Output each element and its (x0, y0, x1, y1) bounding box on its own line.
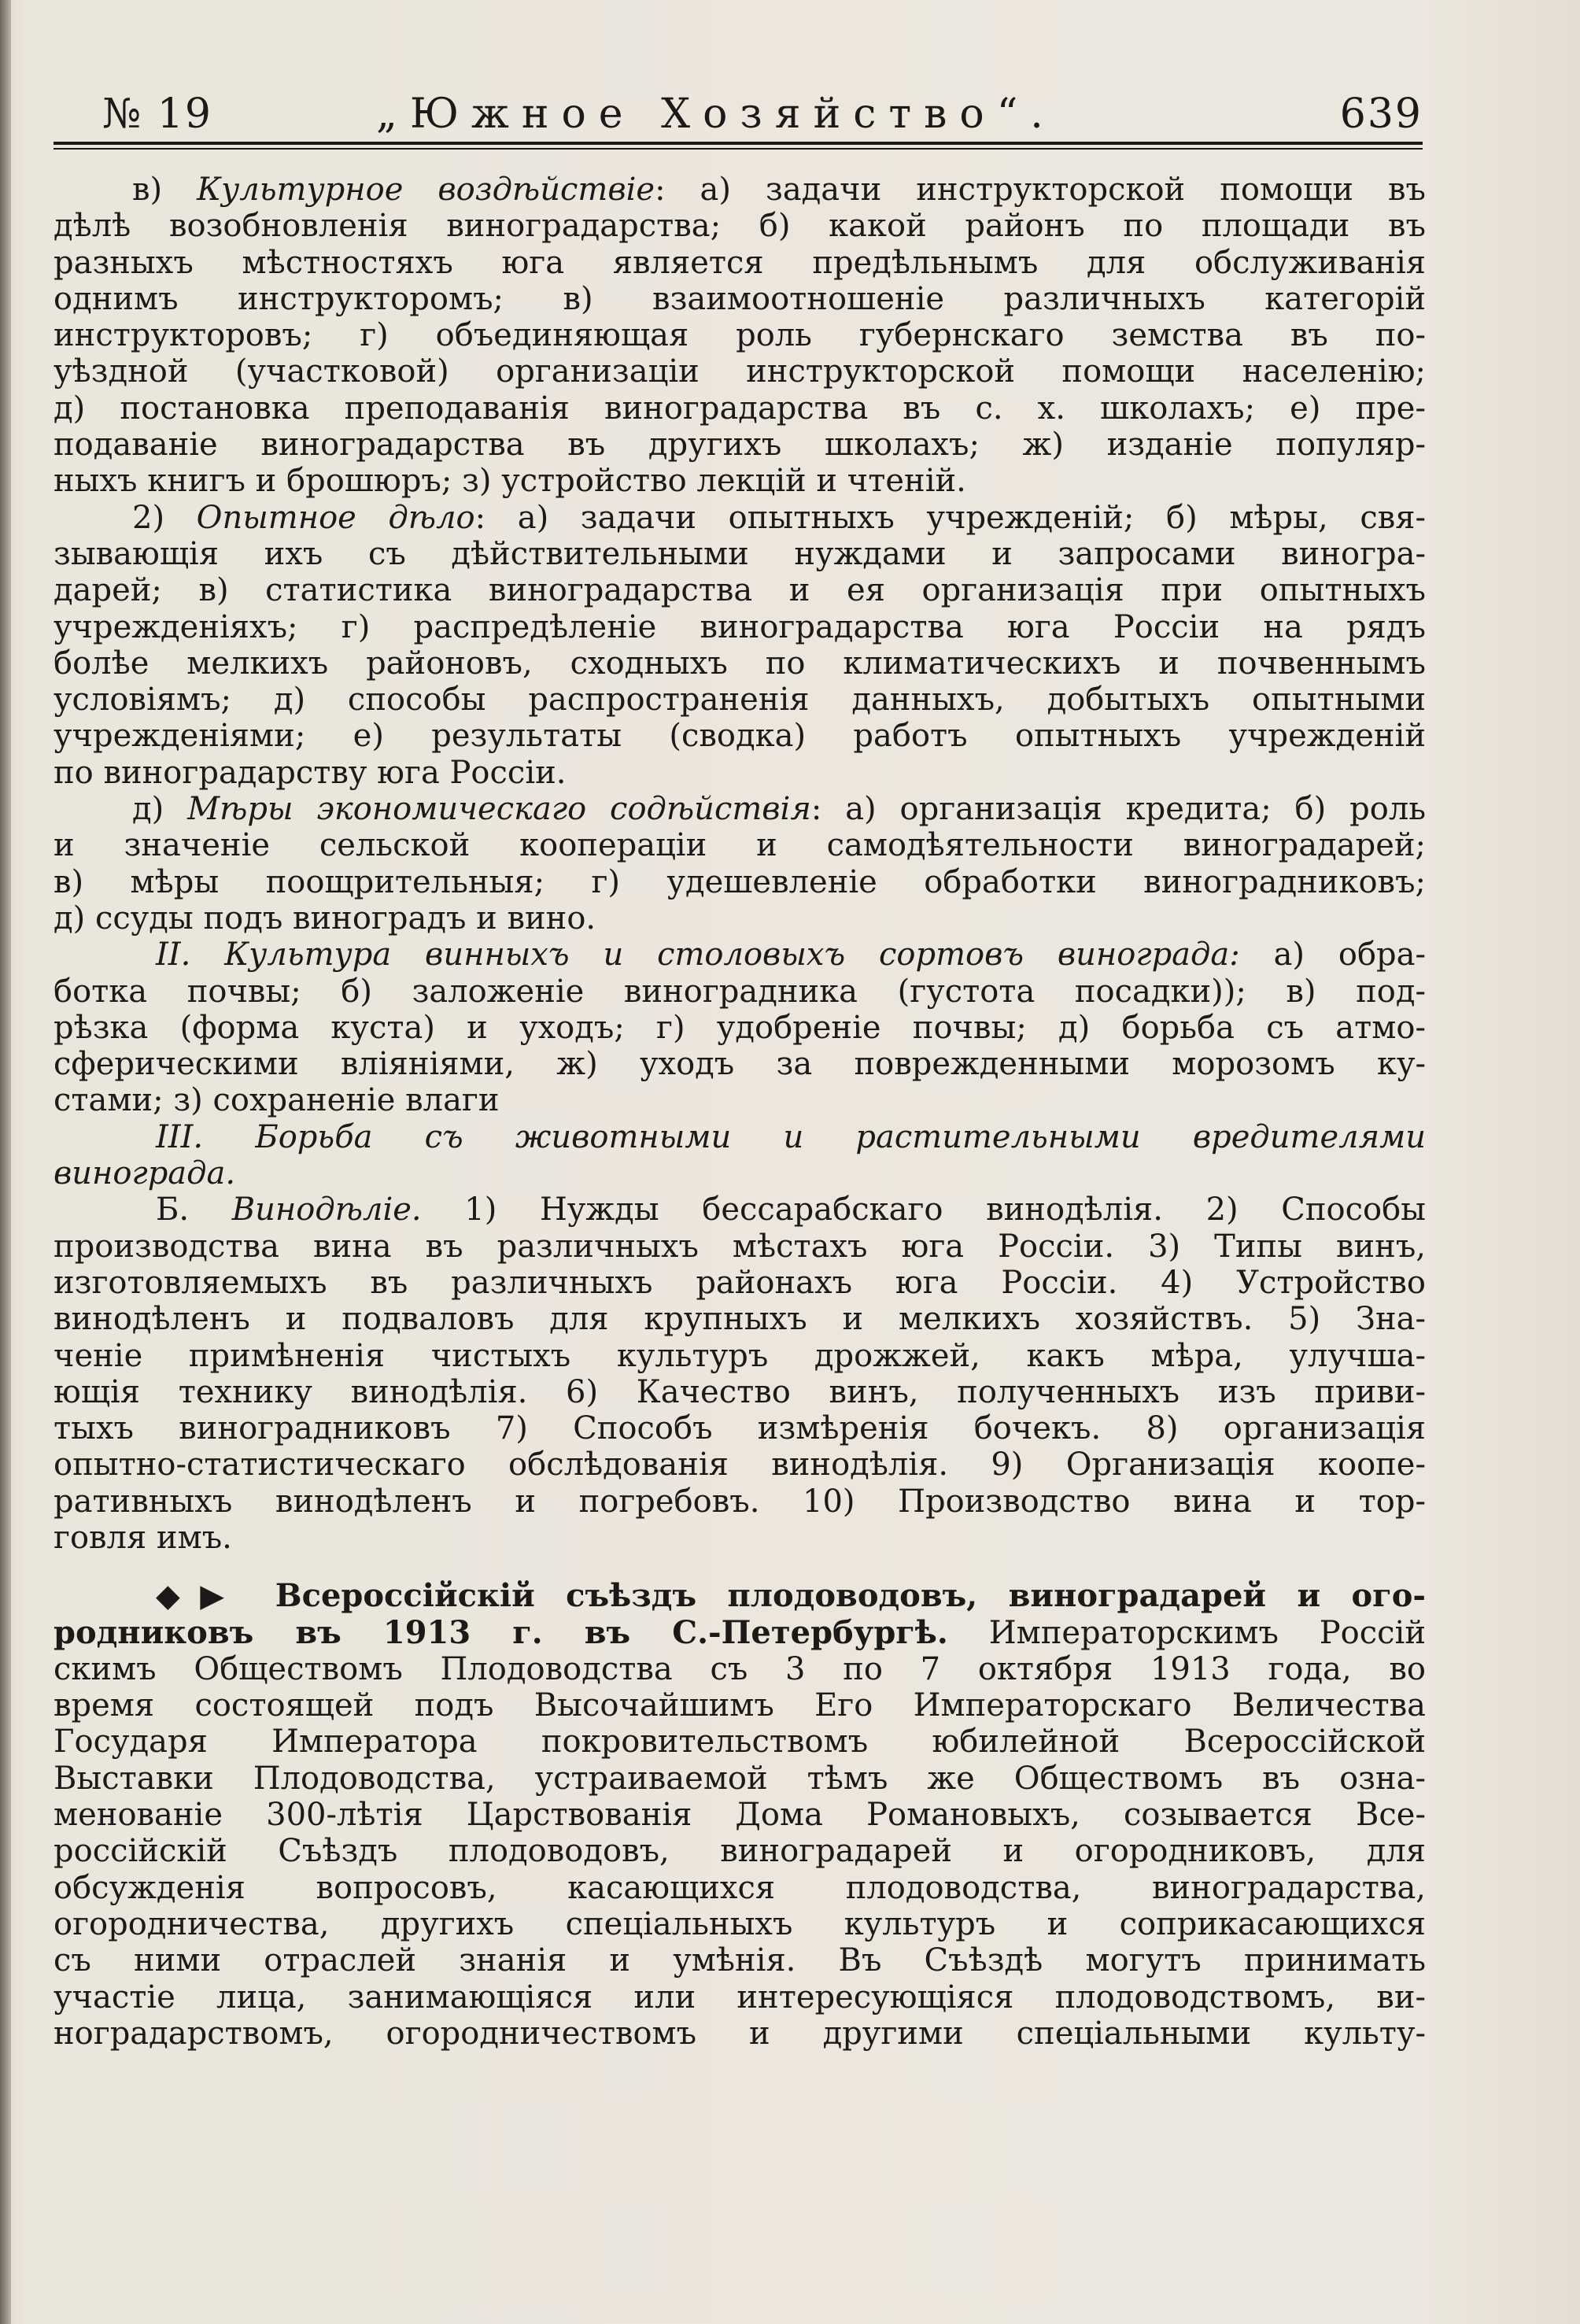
paragraph-line: в) мѣры поощрительныя; г) удешевленіе обработки виноградниковъ; (54, 863, 1426, 900)
paragraph-line: однимъ инструкторомъ; в) взаимоотношеніе различныхъ категорій (54, 280, 1426, 317)
paragraph-line: менованіе 300-лѣтія Царствованія Дома Романовыхъ, созывается Все- (54, 1797, 1426, 1834)
paragraph-line: ченіе примѣненія чистыхъ культуръ дрожжей, какъ мѣра, улучша- (54, 1337, 1426, 1374)
running-header (54, 87, 1423, 142)
paragraph-line: изготовляемыхъ въ различныхъ районахъ юга Россіи. 4) Устройство (54, 1264, 1426, 1301)
section-heading: Винодѣліе. (231, 1192, 422, 1229)
item-label: 2) (132, 499, 165, 536)
paragraph-line: ноградарствомъ, огородничествомъ и другими спеціальными культу- (54, 2015, 1426, 2052)
page-number: 639 (1339, 91, 1423, 138)
bullet-icon: ◆▶ (156, 1578, 245, 1615)
section-heading: Культура винныхъ и столовыхъ сортовъ винограда: (224, 937, 1240, 974)
line-text: : а) задачи опытныхъ учрежденій; б) мѣры, свя- (474, 499, 1426, 536)
paragraph-line: огородничества, другихъ спеціальныхъ культуръ и соприкасающихся (54, 1905, 1426, 1942)
paragraph-line: тыхъ виноградниковъ 7) Способъ измѣренія бочекъ. 8) организація (54, 1410, 1426, 1447)
section-heading: Опытное дѣло (196, 499, 475, 536)
paragraph-line: дарей; в) статистика виноградарства и ея организація при опытныхъ (54, 572, 1426, 609)
paragraph-line (54, 937, 1426, 973)
paragraph-line: уѣздной (участковой) организаціи инструкторской помощи населенію; (54, 353, 1426, 390)
paragraph-line (54, 1192, 1426, 1228)
paragraph-line: разныхъ мѣстностяхъ юга является предѣльнымъ для обслуживанія (54, 244, 1426, 281)
paragraph-line: ративныхъ винодѣленъ и погребовъ. 10) Производство вина и тор- (54, 1483, 1426, 1520)
line-text: 1) Нужды бессарабскаго винодѣлія. 2) Способы (421, 1192, 1426, 1229)
item-label: Б. (156, 1192, 190, 1229)
section-gap (54, 1556, 1426, 1578)
header-rule-thick (54, 142, 1423, 145)
news-congress-announcement (54, 1578, 1426, 2052)
paragraph-line (54, 1119, 1426, 1155)
section-cultural-influence (54, 172, 1426, 500)
issue-number: № 19 (102, 91, 212, 138)
paragraph-line: производства вина въ различныхъ мѣстахъ юга Россіи. 3) Типы винъ, (54, 1228, 1426, 1265)
article-body (54, 172, 1426, 2052)
section-winemaking (54, 1192, 1426, 1556)
paragraph-line: д) постановка преподаванія виноградарства въ с. х. школахъ; е) пре- (54, 390, 1426, 427)
paragraph-line: обсужденія вопросовъ, касающихся плодоводства, виноградарства, (54, 1869, 1426, 1906)
paragraph-line: ботка почвы; б) заложеніе виноградника (густота посадки)); в) под- (54, 973, 1426, 1010)
item-label: III. (156, 1118, 204, 1155)
line-text: а) обра- (1239, 937, 1426, 974)
paragraph-line: сферическими вліяніями, ж) уходъ за поврежденными морозомъ ку- (54, 1046, 1426, 1083)
paragraph-line: опытно-статистическаго обслѣдованія винодѣлія. 9) Организація коопе- (54, 1446, 1426, 1483)
paragraph-line: говля имъ. (54, 1519, 232, 1556)
paragraph-line: зывающія ихъ съ дѣйствительными нуждами и запросами виногра- (54, 535, 1426, 572)
paragraph-line: болѣе мелкихъ районовъ, сходныхъ по климатическихъ и почвеннымъ (54, 645, 1426, 682)
paragraph-line: и значеніе сельской коопераціи и самодѣятельности виноградарей; (54, 827, 1426, 864)
journal-title: „Южное Хозяйство“. (376, 91, 1056, 138)
paragraph-line: россійскій Съѣздъ плодоводовъ, виноградарей и огородниковъ, для (54, 1833, 1426, 1870)
section-economic-assistance (54, 791, 1426, 937)
paragraph-line: стами; з) сохраненіе влаги (54, 1082, 500, 1119)
paragraph-line: подаваніе виноградарства въ другихъ школахъ; ж) изданіе популяр- (54, 427, 1426, 464)
paragraph-line: по виноградарству юга Россіи. (54, 754, 567, 791)
book-spine-shadow (0, 0, 11, 2324)
news-heading: Всероссійскій съѣздъ плодоводовъ, виноградарей и ого- (275, 1578, 1426, 1615)
paragraph-line: учрежденіяхъ; г) распредѣленіе виноградарства юга Россіи на рядъ (54, 608, 1426, 645)
section-heading: Мѣры экономическаго содѣйствія (187, 791, 811, 828)
paragraph-line: участіе лица, занимающіяся или интересующіяся плодоводствомъ, ви- (54, 1979, 1426, 2015)
paragraph-line: Государя Императора покровительствомъ юбилейной Всероссійской (54, 1724, 1426, 1761)
section-culture-of-varieties (54, 937, 1426, 1118)
paragraph-line: д) ссуды подъ виноградъ и вино. (54, 900, 596, 937)
paragraph-line: винограда. (54, 1155, 236, 1192)
paragraph-line (54, 1615, 1426, 1651)
paragraph-line: съ ними отраслей знанія и умѣнія. Въ Съѣздѣ могутъ принимать (54, 1942, 1426, 1979)
item-label: в) (132, 172, 163, 208)
paragraph-line: винодѣленъ и подваловъ для крупныхъ и мелкихъ хозяйствъ. 5) Зна- (54, 1301, 1426, 1338)
paragraph-line (54, 172, 1426, 208)
paragraph-line: учрежденіями; е) результаты (сводка) работъ опытныхъ учрежденій (54, 718, 1426, 755)
section-heading: Борьба съ животными и растительными вредителями (255, 1118, 1426, 1155)
paragraph-line: рѣзка (форма куста) и уходъ; г) удобреніе почвы; д) борьба съ атмо- (54, 1009, 1426, 1046)
paragraph-line (54, 500, 1426, 536)
section-pest-control (54, 1119, 1426, 1192)
paragraph-line: время состоящей подъ Высочайшимъ Его Императорскаго Величества (54, 1687, 1426, 1724)
item-label: д) (132, 791, 164, 828)
paragraph-line: ныхъ книгъ и брошюръ; з) устройство лекцій и чтеній. (54, 463, 966, 500)
paragraph-line: ющія технику винодѣлія. 6) Качество винъ, полученныхъ изъ приви- (54, 1373, 1426, 1410)
paragraph-line (54, 791, 1426, 827)
line-text: : а) задачи инструкторской помощи въ (655, 172, 1426, 208)
paragraph-line: скимъ Обществомъ Плодоводства съ 3 по 7 октября 1913 года, во (54, 1650, 1426, 1687)
paragraph-line: условіямъ; д) способы распространенія данныхъ, добытыхъ опытными (54, 682, 1426, 719)
paragraph-line: Выставки Плодоводства, устраиваемой тѣмъ же Обществомъ въ озна- (54, 1760, 1426, 1797)
header-rule-thin (54, 148, 1423, 150)
paragraph-line: дѣлѣ возобновленія виноградарства; б) какой районъ по площади въ (54, 208, 1426, 245)
news-heading-cont: родниковъ въ 1913 г. въ С.-Петербургѣ. (54, 1614, 948, 1651)
line-text: : а) организація кредита; б) роль (810, 791, 1426, 828)
section-experimental-work (54, 500, 1426, 791)
item-label: II. (156, 937, 191, 974)
line-text: Императорскимъ Россій (947, 1614, 1426, 1651)
paragraph-line: инструкторовъ; г) объединяющая роль губернскаго земства въ по- (54, 317, 1426, 354)
section-heading: Культурное воздѣйствіе (197, 172, 655, 208)
paragraph-line (54, 1578, 1426, 1614)
